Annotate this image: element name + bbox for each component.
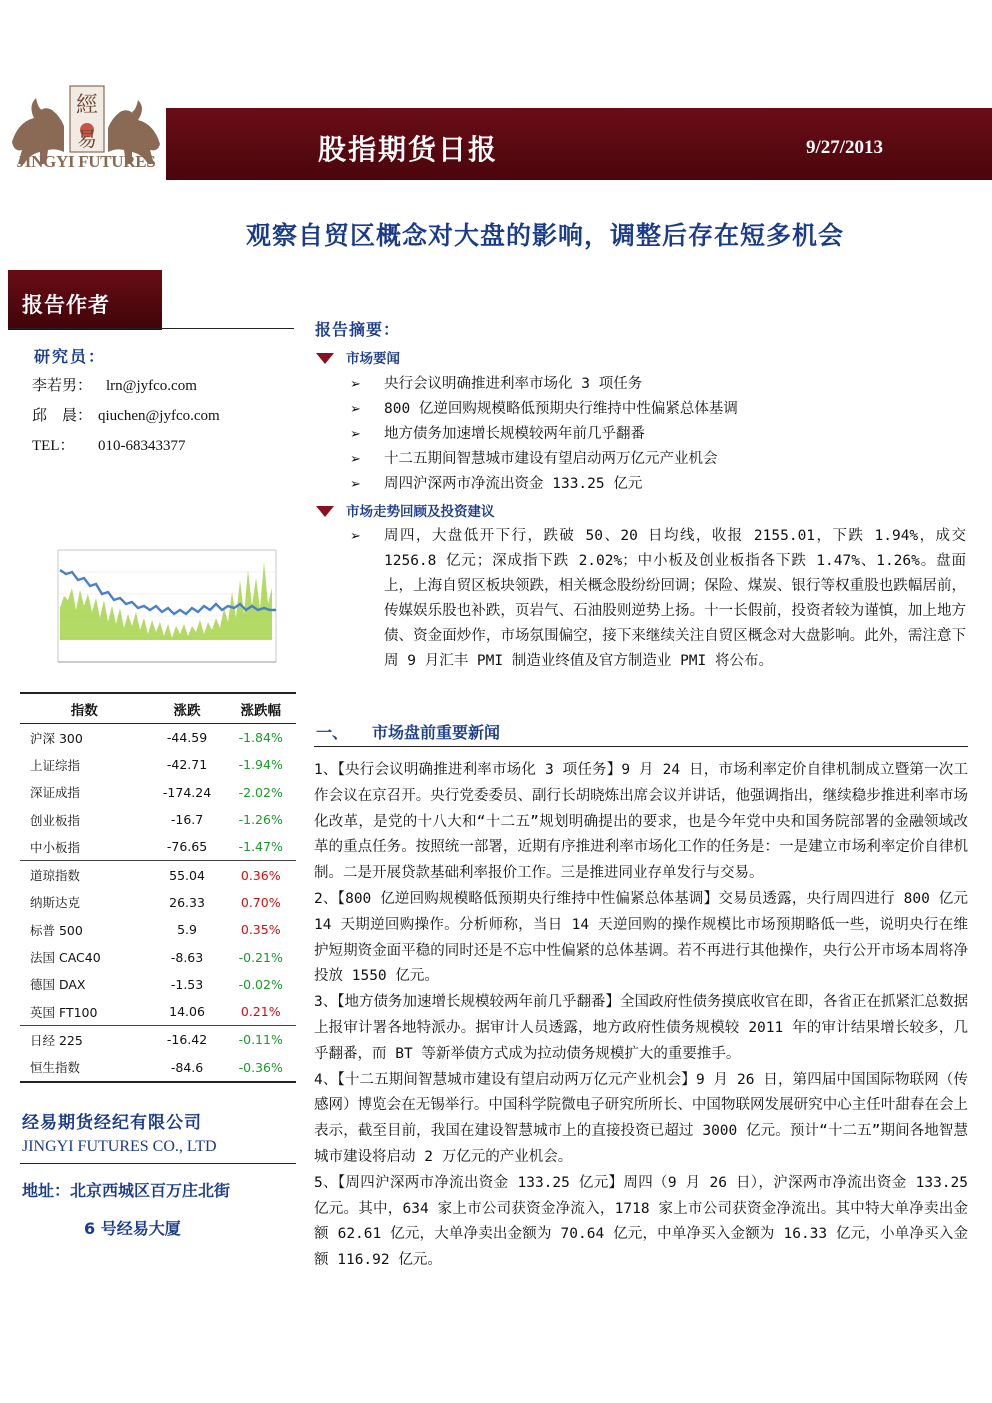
news-list bbox=[314, 758, 968, 1274]
chevron-right-icon: ➢ bbox=[350, 427, 361, 442]
index-change: -1.53 bbox=[170, 976, 204, 992]
trend-paragraph: 周四，大盘低开下行，跌破 50、20 日均线，收报 2155.01，下跌 1.94%，成交 1256.8 亿元；深成指下跌 2.02%；中小板及创业板指各下跌 1.47%、1.26%。盘面上，上海自贸区板块领跌，相关概念股纷纷回调；保险、煤炭、银行等权重股也跌幅居前，传媒娱乐股也补跌，页岩气、石油股则逆势上扬。十一长假前，投资者较为谨慎，加上地方债、资金面炒作，市场氛围偏空，接下来继续关注自贸区概念对大盘影响。此外，需注意下周 9 月汇丰 PMI 制造业终值及官方制造业 PMI 将公布。 bbox=[384, 528, 966, 669]
table-row bbox=[20, 998, 296, 1026]
index-change: -84.6 bbox=[149, 1054, 226, 1082]
list-item-text: 央行会议明确推进利率市场化 3 项任务 bbox=[384, 376, 643, 392]
index-change: -174.24 bbox=[162, 784, 212, 800]
arrow-down-icon bbox=[316, 353, 334, 364]
index-name: 法国 CAC40 bbox=[30, 950, 101, 966]
index-change-pct: -1.47% bbox=[225, 833, 296, 861]
table-row bbox=[20, 833, 296, 861]
contact-email[interactable]: lrn@jyfco.com bbox=[106, 378, 197, 394]
table-row bbox=[20, 724, 296, 752]
index-change-pct: 0.36% bbox=[240, 867, 281, 883]
index-name: 德国 DAX bbox=[30, 977, 86, 993]
table-row bbox=[20, 1026, 296, 1054]
company-address: 地址：北京西城区百万庄北街 bbox=[22, 1181, 231, 1200]
table-row bbox=[20, 861, 296, 889]
index-change-pct: -1.26% bbox=[238, 812, 283, 828]
contact-email[interactable]: qiuchen@jyfco.com bbox=[98, 408, 220, 424]
company-name-en: JINGYI FUTURES CO., LTD bbox=[22, 1138, 217, 1155]
headline: 观察自贸区概念对大盘的影响，调整后存在短多机会 bbox=[246, 221, 845, 250]
section-number: 一、 bbox=[316, 723, 349, 742]
list-item bbox=[350, 372, 642, 393]
index-name: 英国 FT100 bbox=[20, 998, 149, 1026]
index-name: 中小板指 bbox=[20, 833, 149, 861]
index-change-pct: 0.70% bbox=[240, 894, 281, 910]
index-change-pct: -0.21% bbox=[238, 949, 283, 965]
researcher-label: 研究员： bbox=[34, 347, 107, 366]
divider bbox=[20, 1163, 296, 1164]
index-change-pct: -2.02% bbox=[238, 784, 283, 800]
report-date: 9/27/2013 bbox=[806, 137, 884, 158]
index-change: 5.9 bbox=[177, 922, 197, 938]
table-row bbox=[20, 943, 296, 970]
column-header: 涨跌 bbox=[149, 693, 226, 724]
index-change: -16.7 bbox=[170, 812, 204, 828]
decorative-market-chart bbox=[32, 548, 280, 666]
news-item: 1、【央行会议明确推进利率市场化 3 项任务】9 月 24 日，市场利率定价自律机制成立暨第一次工作会议在京召开。央行党委委员、副行长胡晓炼出席会议并讲话，他强调指出，继续稳步推进利率市场化改革，是党的十八大和“十二五”规划明确提出的要求，也是今年党中央和国务院部署的金融领域改革的重点任务。按照统一部署，近期有序推进利率市场化工作的任务是：一是建立市场利率定价自律机制。二是开展贷款基础利率报价工作。三是推进同业存单发行与交易。 bbox=[314, 762, 968, 882]
index-change: -8.63 bbox=[170, 949, 204, 965]
index-name: 恒生指数 bbox=[20, 1054, 149, 1082]
index-name: 沪深 300 bbox=[30, 730, 83, 746]
contact-row bbox=[32, 374, 197, 395]
index-change-pct: 0.21% bbox=[225, 998, 296, 1026]
section-heading bbox=[316, 720, 500, 743]
list-item bbox=[350, 472, 642, 493]
list-item-text: 800 亿逆回购规模略低预期央行维持中性偏紧总体基调 bbox=[384, 401, 738, 417]
column-header: 指数 bbox=[20, 693, 149, 724]
contact-label: 李若男： bbox=[32, 378, 93, 394]
report-title: 股指期货日报 bbox=[318, 133, 499, 166]
list-item bbox=[350, 447, 718, 468]
market-index-table bbox=[20, 692, 296, 1083]
table-row bbox=[20, 806, 296, 833]
index-change-pct: -1.84% bbox=[238, 730, 283, 746]
divider bbox=[314, 746, 968, 747]
list-item bbox=[350, 422, 645, 443]
index-change-pct: 0.35% bbox=[240, 922, 281, 938]
index-name: 深证成指 bbox=[30, 785, 81, 801]
index-name: 上证综指 bbox=[30, 757, 81, 773]
column-header: 涨跌幅 bbox=[225, 693, 296, 724]
table-row bbox=[20, 916, 296, 943]
list-item-text: 地方债务加速增长规模较两年前几乎翻番 bbox=[384, 426, 645, 442]
index-name: 纳斯达克 bbox=[30, 895, 81, 911]
index-change-pct: -1.94% bbox=[238, 757, 283, 773]
index-change: -42.71 bbox=[166, 757, 208, 773]
index-change: 55.04 bbox=[169, 867, 205, 883]
summary-title: 报告摘要： bbox=[315, 320, 401, 339]
index-change: -16.42 bbox=[166, 1032, 208, 1048]
index-change-pct: -0.02% bbox=[238, 976, 283, 992]
index-change: 26.33 bbox=[169, 894, 205, 910]
chevron-right-icon: ➢ bbox=[350, 477, 361, 492]
news-item: 5、【周四沪深两市净流出资金 133.25 亿元】周四（9 月 26 日），沪深两市净流出资金 133.25 亿元。其中，634 家上市公司获资金净流入，1718 家上市公司获资金净流出。其中特大单净卖出金额 62.61 亿元，大单净卖出金额为 70.64 亿元，中单净买入金额为 16.33 亿元，小单净买入金额 116.92 亿元。 bbox=[314, 1174, 968, 1269]
table-row bbox=[20, 889, 296, 916]
table-row bbox=[20, 751, 296, 778]
chevron-right-icon: ➢ bbox=[350, 452, 361, 467]
list-item-text: 十二五期间智慧城市建设有望启动两万亿元产业机会 bbox=[384, 451, 718, 467]
index-name: 标普 500 bbox=[30, 922, 83, 938]
news-item: 3、【地方债务加速增长规模较两年前几乎翻番】全国政府性债务摸底收官在即，各省正在抓紧汇总数据上报审计署各地特派办。据审计人员透露，地方政府性债务规模较 2011 年的审计结果增长较多，几乎翻番，而 BT 等新举债方式成为拉动债务规模扩大的重要推手。 bbox=[314, 994, 968, 1062]
table-row bbox=[20, 971, 296, 998]
index-change: -44.59 bbox=[166, 730, 208, 746]
contact-row bbox=[32, 404, 220, 425]
table-row bbox=[20, 779, 296, 806]
logo-english: JINGYI FUTURES bbox=[16, 152, 156, 171]
author-section-title: 报告作者 bbox=[22, 293, 110, 317]
list-item bbox=[350, 397, 738, 418]
contact-label: 邱 晨： bbox=[32, 408, 93, 424]
chevron-right-icon: ➢ bbox=[350, 529, 361, 544]
arrow-down-icon bbox=[316, 506, 334, 517]
chevron-right-icon: ➢ bbox=[350, 377, 361, 392]
index-name: 创业板指 bbox=[30, 812, 81, 828]
chevron-right-icon: ➢ bbox=[350, 402, 361, 417]
trend-heading-label: 市场走势回顾及投资建议 bbox=[346, 504, 495, 520]
index-name: 道琼指数 bbox=[30, 868, 81, 884]
index-change-pct: -0.11% bbox=[238, 1032, 283, 1048]
section-title: 市场盘前重要新闻 bbox=[372, 723, 501, 742]
index-change-pct: -0.36% bbox=[225, 1054, 296, 1082]
index-change: -76.65 bbox=[149, 833, 226, 861]
index-change: 14.06 bbox=[149, 998, 226, 1026]
market-news-heading-label: 市场要闻 bbox=[346, 351, 400, 367]
table-row bbox=[20, 1054, 296, 1082]
company-address: 6 号经易大厦 bbox=[84, 1219, 181, 1238]
logo-char-top: 經 bbox=[75, 93, 99, 118]
trend-heading bbox=[316, 500, 495, 520]
index-name: 日经 225 bbox=[30, 1032, 83, 1048]
table-header-row bbox=[20, 693, 296, 724]
divider bbox=[8, 328, 294, 329]
list-item-text: 周四沪深两市净流出资金 133.25 亿元 bbox=[384, 476, 643, 492]
market-news-heading bbox=[316, 347, 400, 367]
news-item: 2、【800 亿逆回购规模略低预期央行维持中性偏紧总体基调】交易员透露，央行周四进行 800 亿元 14 天期逆回购操作。分析师称，当日 14 天逆回购的操作规模比市场预期略低一些，说明央行在维护短期资金面平稳的同时还是不忘中性偏紧的总体基调。若不再进行其他操作，央行公开市场本周将净投放 1550 亿元。 bbox=[314, 890, 968, 985]
logo-char-bottom: 易 bbox=[77, 127, 97, 151]
contact-label: TEL： bbox=[32, 438, 75, 454]
contact-row bbox=[32, 434, 186, 455]
news-item: 4、【十二五期间智慧城市建设有望启动两万亿元产业机会】9 月 26 日，第四届中国国际物联网（传感网）博览会在无锡举行。中国科学院微电子研究所所长、中国物联网发展研究中心主任叶甜春在会上表示，截至目前，我国在建设智慧城市上的直接投资已超过 3000 亿元。预计“十二五”期间各地智慧城市建设将启动 2 万亿元的产业机会。 bbox=[314, 1071, 968, 1165]
contact-phone: 010-68343377 bbox=[98, 438, 186, 454]
company-name-cn: 经易期货经纪有限公司 bbox=[22, 1113, 202, 1133]
